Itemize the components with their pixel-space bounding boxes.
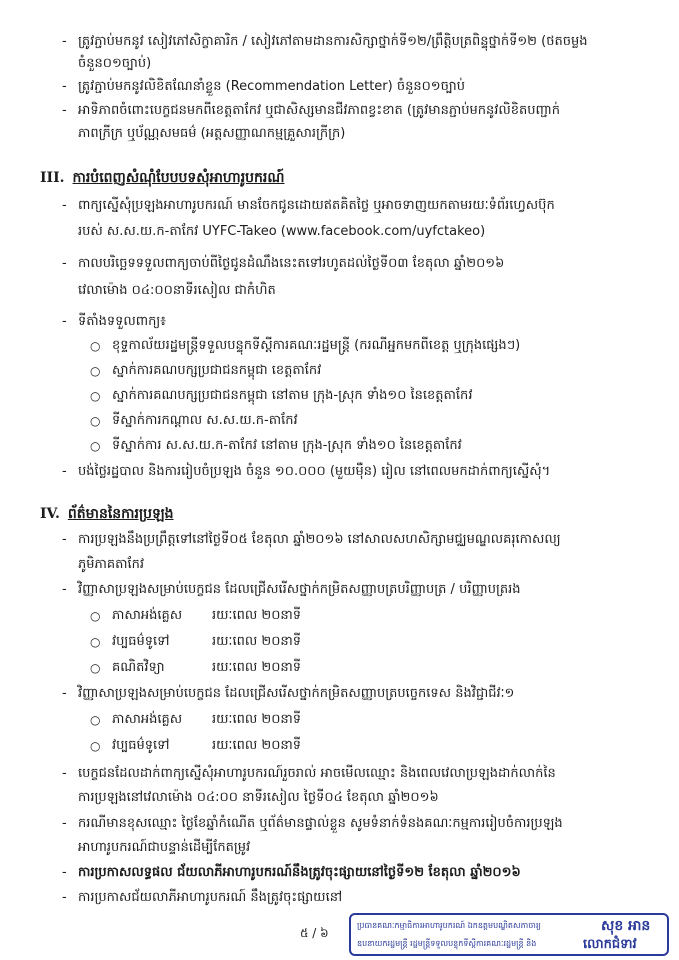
list-item: ការប្រឡងនឹងប្រព្រឹត្តទៅនៅថ្ងៃទី០៥ ខែតុលា ឆ្នាំ២០១៦ នៅសាលសហសិក្សាមជ្ឈមណ្ឌលគរុកោសល្យ: [78, 532, 561, 547]
sub-list-item: ខុទ្ទកាល័យរដ្ឋមន្ត្រីទទួលបន្ទុកទីស្តីការគណៈរដ្ឋមន្ត្រី (ករណីអ្នកមកពីខេត្ត ឬក្រុងផ្សេងៗ): [112, 338, 521, 353]
circle-bullet-icon: ○: [90, 713, 101, 727]
subject-duration: រយៈពេល ២០នាទី: [212, 634, 302, 649]
stamp-line: ប្រធានគណៈកម្មាធិការអាហារូបករណ៍ ឯកឧត្តមបណ្ឌិតសភាចារ្យ: [357, 921, 541, 930]
bullet-dash-icon: -: [62, 314, 67, 329]
list-item: ការប្រកាសលទ្ធផល ជ័យលាភីអាហារូបករណ៍នឹងត្រូវចុះផ្សាយនៅថ្ងៃទី១២ ខែតុលា ឆ្នាំ២០១៦: [78, 865, 521, 880]
subject-duration: រយៈពេល ២០នាទី: [212, 660, 302, 675]
list-item: អាទិភាពចំពោះបេក្ខជនមកពីខេត្តតាកែវ ឬជាសិស្សមានជីវភាពខ្វះខាត (ត្រូវមានភ្ជាប់មកនូវលិខិតបញ្ជាក់: [78, 103, 560, 118]
circle-bullet-icon: ○: [90, 635, 101, 649]
section-heading: [40, 167, 284, 189]
bullet-dash-icon: -: [62, 464, 67, 479]
list-item-continuation: ការប្រឡងនៅវេលាម៉ោង ០៤:០០ នាទីរសៀល ថ្ងៃទី០៤ ខែតុលា ឆ្នាំ២០១៦: [78, 790, 439, 805]
list-item-continuation: ភូមិភាគតាកែវ: [78, 557, 145, 572]
bullet-dash-icon: -: [62, 766, 67, 781]
circle-bullet-icon: ○: [90, 339, 101, 353]
bullet-dash-icon: -: [62, 79, 67, 94]
stamp-line: ឧបនាយករដ្ឋមន្ត្រី រដ្ឋមន្ត្រីទទួលបន្ទុកទីស្តីការគណៈរដ្ឋមន្ត្រី និង: [357, 939, 537, 948]
bullet-dash-icon: -: [62, 34, 67, 49]
stamp-name: លោកជំទាវ: [583, 937, 637, 952]
bullet-dash-icon: -: [62, 865, 67, 880]
list-item: ពាក្យស្នើសុំប្រឡងអាហារូបករណ៍ មានចែកជូនដោយឥតគិតថ្លៃ ឬអាចទាញយកតាមរយៈទំព័រហ្វេសប៊ុក: [78, 198, 555, 213]
subject-duration: រយៈពេល ២០នាទី: [212, 608, 302, 623]
official-stamp: [349, 913, 669, 956]
bullet-dash-icon: -: [62, 890, 67, 905]
sub-list-item: ទីស្នាក់ការកណ្តាល ស.ស.យ.ក-តាកែវ: [112, 413, 298, 428]
list-item-continuation: ចំនួន០១ច្បាប់): [78, 56, 152, 71]
list-item: បេក្ខជនដែលដាក់ពាក្យស្នើសុំអាហារូបករណ៍រួចរាល់ អាចមើលឈ្មោះ និងពេលវេលាប្រឡងដាក់លាក់នៃ: [78, 766, 556, 781]
bullet-dash-icon: -: [62, 103, 67, 118]
list-item-continuation: អាហារូបករណ៍ជាបន្ទាន់ដើម្បីកែតម្រូវ: [78, 840, 251, 855]
subject-name: វប្បធម៌ទូទៅ: [112, 738, 170, 753]
circle-bullet-icon: ○: [90, 609, 101, 623]
list-item: វិញ្ញាសាប្រឡងសម្រាប់បេក្ខជន ដែលជ្រើសរើសថ្នាក់កម្រិតសញ្ញាបត្របច្ចេកទេស និងវិជ្ជាជីវៈ១: [78, 686, 515, 701]
circle-bullet-icon: ○: [90, 414, 101, 428]
circle-bullet-icon: ○: [90, 439, 101, 453]
list-item: ត្រូវភ្ជាប់មកនូវលិខិតណែនាំខ្លួន (Recommendation Letter) ចំនួន០១ច្បាប់: [78, 79, 465, 94]
section-heading: [40, 503, 174, 525]
bullet-dash-icon: -: [62, 532, 67, 547]
list-item: ការប្រកាសជ័យលាភីអាហារូបករណ៍ នឹងត្រូវចុះផ្សាយនៅ: [78, 890, 343, 905]
circle-bullet-icon: ○: [90, 364, 101, 378]
page-number: ៥ / ៦: [300, 926, 329, 940]
list-item: ទីតាំងទទួលពាក្យ៖: [78, 314, 166, 329]
bullet-dash-icon: -: [62, 198, 67, 213]
subject-duration: រយៈពេល ២០នាទី: [212, 738, 302, 753]
subject-name: ភាសាអង់គ្លេស: [112, 712, 183, 727]
circle-bullet-icon: ○: [90, 739, 101, 753]
sub-list-item: ទីស្នាក់ការ ស.ស.យ.ក-តាកែវ នៅតាម ក្រុង-ស្រុក ទាំង១០ នៃខេត្តតាកែវ: [112, 438, 462, 453]
section-title: ការបំពេញសំណុំបែបបទសុំអាហារូបករណ៍: [72, 170, 285, 186]
list-item: វិញ្ញាសាប្រឡងសម្រាប់បេក្ខជន ដែលជ្រើសរើសថ្នាក់កម្រិតសញ្ញាបត្របរិញ្ញាបត្រ / បរិញ្ញាបត្ររង: [78, 582, 521, 597]
circle-bullet-icon: ○: [90, 661, 101, 675]
circle-bullet-icon: ○: [90, 389, 101, 403]
bullet-dash-icon: -: [62, 816, 67, 831]
list-item-continuation: របស់ ស.ស.យ.ក-តាកែវ UYFC-Takeo (www.facebook.com/uyfctakeo): [78, 224, 486, 239]
section-number: IV.: [40, 506, 60, 522]
sub-list-item: ស្នាក់ការគណបក្សប្រជាជនកម្ពុជា នៅតាម ក្រុង-ស្រុក ទាំង១០ នៃខេត្តតាកែវ: [112, 388, 473, 403]
subject-duration: រយៈពេល ២០នាទី: [212, 712, 302, 727]
stamp-name: សុខ អាន: [601, 918, 651, 934]
section-number: III.: [40, 170, 65, 186]
section-title: ព័ត៌មាននៃការប្រឡង: [67, 506, 174, 522]
bullet-dash-icon: -: [62, 686, 67, 701]
bullet-dash-icon: -: [62, 256, 67, 271]
list-item-continuation: វេលាម៉ោង ០៤:០០នាទីរសៀល ជាកំហិត: [78, 283, 276, 298]
sub-list-item: ស្នាក់ការគណបក្សប្រជាជនកម្ពុជា ខេត្តតាកែវ: [112, 363, 322, 378]
list-item-continuation: ភាពក្រីក្រ ឬប័ណ្ណសមធម៌ (អត្តសញ្ញាណកម្មគ្រួសារក្រីក្រ): [78, 126, 346, 141]
subject-name: វប្បធម៌ទូទៅ: [112, 634, 170, 649]
subject-name: ភាសាអង់គ្លេស: [112, 608, 183, 623]
bullet-dash-icon: -: [62, 582, 67, 597]
subject-name: គណិតវិទ្យា: [112, 660, 165, 675]
list-item: ករណីមានខុសឈ្មោះ ថ្ងៃខែឆ្នាំកំណើត ឬព័ត៌មានផ្ទាល់ខ្លួន សូមទំនាក់ទំនងគណៈកម្មការរៀបចំការប្រឡង: [78, 816, 563, 831]
list-item: កាលបរិច្ឆេទទទួលពាក្យចាប់ពីថ្ងៃជូនដំណឹងនេះតទៅរហូតដល់ថ្ងៃទី០៣ ខែតុលា ឆ្នាំ២០១៦: [78, 256, 505, 271]
list-item: ត្រូវភ្ជាប់មកនូវ សៀវភៅសិក្ខាគារិក / សៀវភៅតាមដានការសិក្សាថ្នាក់ទី១២/ព្រឹត្តិបត្រពិន្ទុថ្នាក់ទី១២ (ថតចម្លង: [78, 34, 588, 49]
list-item: បង់ថ្លៃរដ្ឋបាល និងការរៀបចំប្រឡង ចំនួន ១០.០០០ (មួយម៉ឺន) រៀល នៅពេលមកដាក់ពាក្យស្នើសុំ។: [78, 464, 551, 479]
